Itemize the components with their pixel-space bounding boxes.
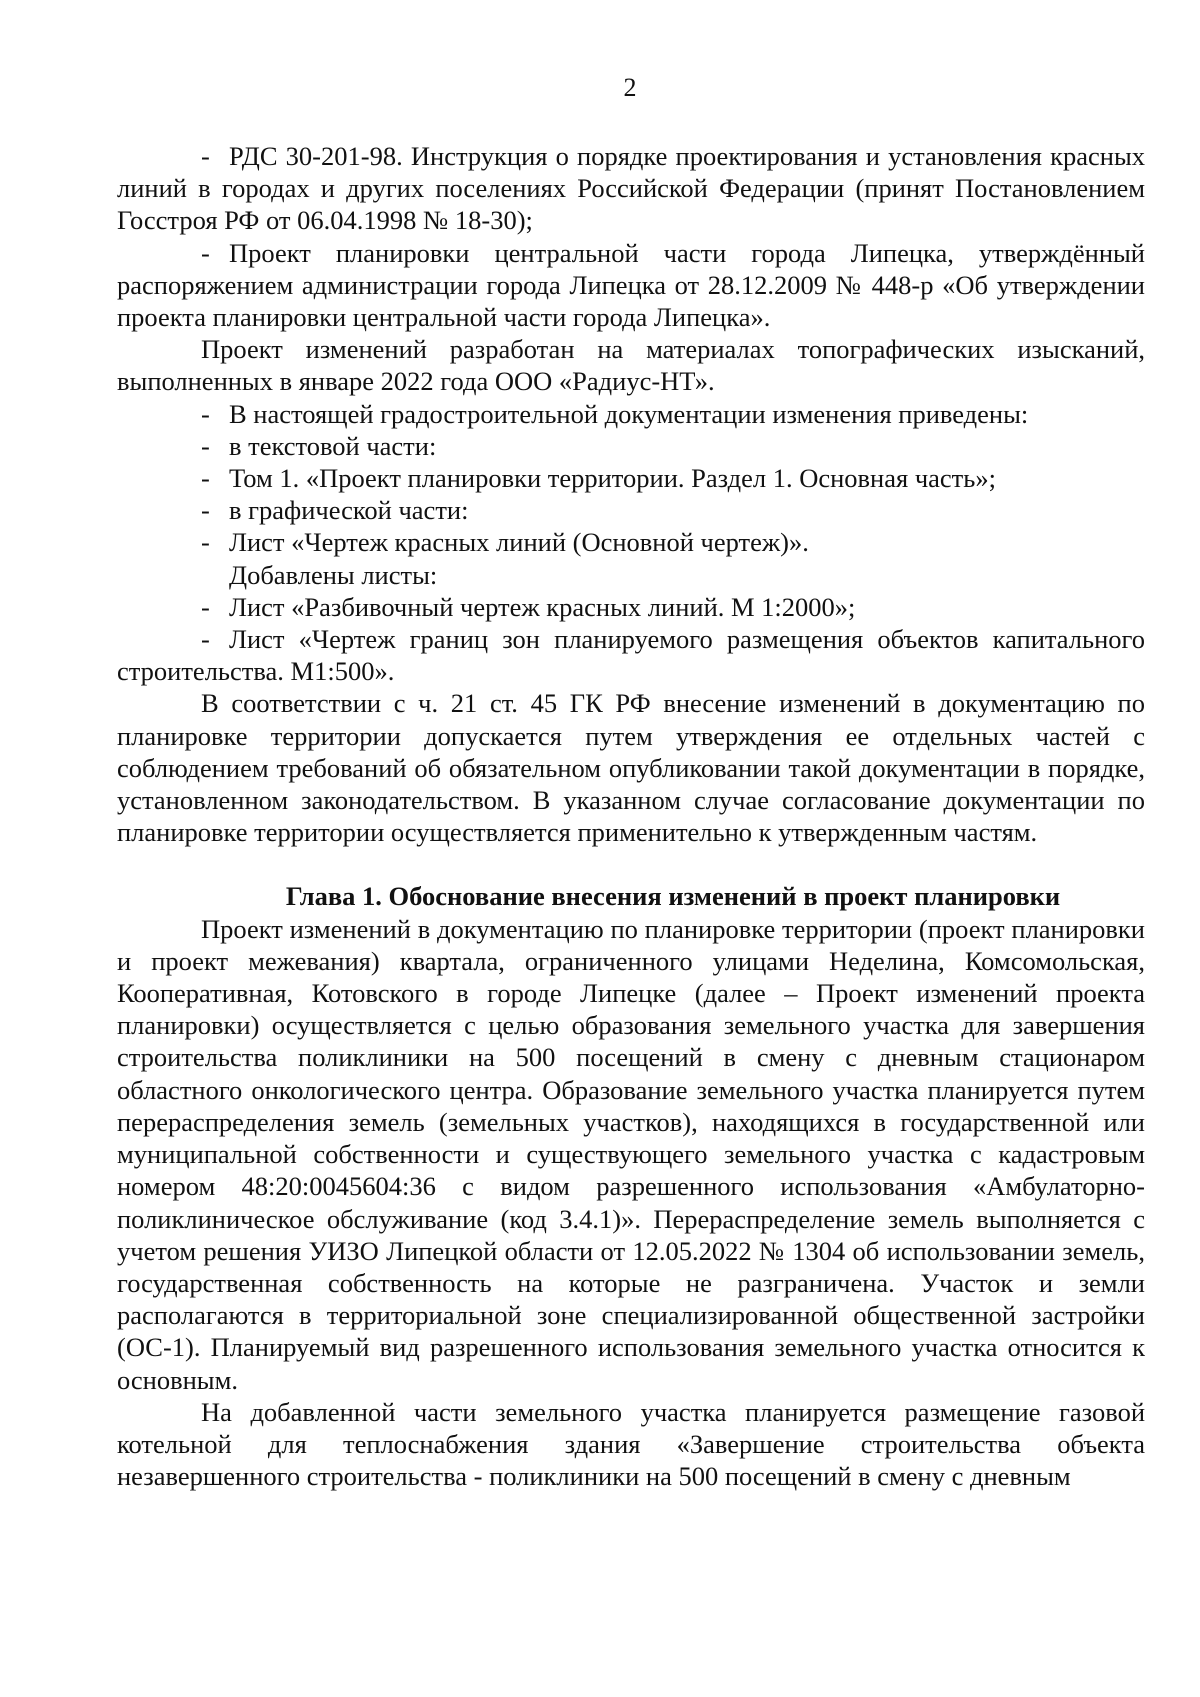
list-item <box>117 526 1145 558</box>
list-item-text: Лист «Чертеж красных линий (Основной чертеж)». <box>229 527 809 558</box>
paragraph-project-plan <box>117 237 1145 334</box>
paragraph-gk-rf: В соответствии с ч. 21 ст. 45 ГК РФ внесение изменений в документацию по планировке территории допускается путем утверждения ее отдельных частей с соблюдением требований об обязательном опубликовании такой документации в порядке, установленном законодательством. В указанном случае согласование документации по планировке территории осуществляется применительно к утвержденным частям. <box>117 688 1145 848</box>
list-item <box>117 462 1145 494</box>
list-item <box>117 591 1145 623</box>
list-item <box>117 430 1145 462</box>
paragraph-rds <box>117 140 1145 237</box>
list-item <box>117 398 1145 430</box>
list-item <box>117 494 1145 526</box>
paragraph-topography: Проект изменений разработан на материалах топографических изысканий, выполненных в январе 2022 года ООО «Радиус-НТ». <box>117 334 1145 397</box>
paragraph-justification: Проект изменений в документацию по планировке территории (проект планировки и проект межевания) квартала, ограниченного улицами Неделина, Комсомольская, Кооперативная, Котовского в городе Липецке (далее – Проект изменений проекта планировки) осуществляется с целью образования земельного участка для завершения строительства поликлиники на 500 посещений в смену с дневным стационаром областного онкологического центра. Образование земельного участка планируется путем перераспределения земель (земельных участков), находящихся в государственной или муниципальной собственности и существующего земельного участка с кадастровым номером 48:20:0045604:36 с видом разрешенного использования «Амбулаторно-поликлиническое обслуживание (код 3.4.1)». Перераспределение земель выполняется с учетом решения УИЗО Липецкой области от 12.05.2022 № 1304 об использовании земель, государственная собственность на которые не разграничена. Участок и земли располагаются в территориальной зоне специализированной общественной застройки (ОС-1). Планируемый вид разрешенного использования земельного участка относится к основным. <box>117 913 1145 1395</box>
list-dash: - <box>201 430 210 461</box>
list-dash: - <box>201 141 210 171</box>
added-sheets-label: Добавлены листы: <box>229 559 438 590</box>
paragraph-project-plan-text: Проект планировки центральной части города Липецка, утверждённый распоряжением администрации города Липецка от 28.12.2009 № 448-р «Об утверждении проекта планировки центральной части города Липецка». <box>117 237 1145 333</box>
paragraph-sheet-zones <box>117 623 1145 687</box>
list-dash: - <box>201 624 210 655</box>
list-dash: - <box>201 237 210 268</box>
paragraph-sheet-zones-text: Лист «Чертеж границ зон планируемого размещения объектов капитального строительства. М1:500». <box>117 624 1145 687</box>
list-dash: - <box>201 398 210 429</box>
document-body <box>117 140 1145 1492</box>
list-item-text: Том 1. «Проект планировки территории. Раздел 1. Основная часть»; <box>229 463 996 494</box>
list-item-text: Лист «Разбивочный чертеж красных линий. М 1:2000»; <box>229 591 856 622</box>
chapter-heading: Глава 1. Обоснование внесения изменений в проект планировки <box>285 881 1061 912</box>
list-dash: - <box>201 495 210 526</box>
list-item-text: В настоящей градостроительной документации изменения приведены: <box>229 398 1029 429</box>
paragraph-boiler-house: На добавленной части земельного участка планируется размещение газовой котельной для теплоснабжения здания «Завершение строительства объекта незавершенного строительства - поликлиники на 500 посещений в смену с дневным <box>117 1396 1145 1492</box>
list-dash: - <box>201 527 210 558</box>
list-item-text: в графической части: <box>229 495 469 526</box>
list-dash: - <box>201 591 210 622</box>
page-number: 2 <box>623 73 637 102</box>
list-dash: - <box>201 463 210 494</box>
paragraph-rds-text: РДС 30-201-98. Инструкция о порядке проектирования и установления красных линий в городах и других поселениях Российской Федерации (принят Постановлением Госстроя РФ от 06.04.1998 № 18-30); <box>117 141 1145 236</box>
list-item-text: в текстовой части: <box>229 430 437 461</box>
